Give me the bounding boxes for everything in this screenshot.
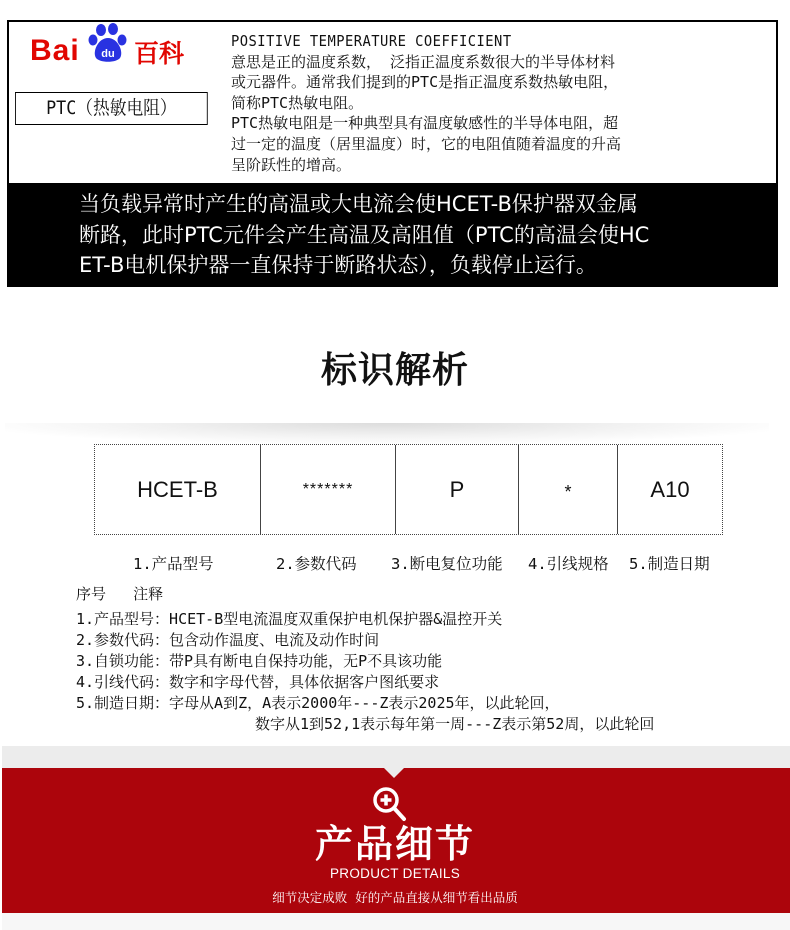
code-cell-reset: P xyxy=(396,445,519,534)
logo-latin-text: Bai xyxy=(30,34,80,67)
note-item: 5.制造日期：字母从A到Z，A表示2000年---Z表示2025年，以此轮回， xyxy=(76,694,560,712)
note-item: 1.产品型号：HCET-B型电流温度双重保护电机保护器&温控开关 xyxy=(76,610,503,628)
definition-text xyxy=(231,31,751,175)
paw-icon xyxy=(88,22,128,64)
note-continuation: 数字从1到52,1表示每年第一周---Z表示第52周，以此轮回 xyxy=(255,715,655,733)
banner-tagline: 细节决定成败 好的产品直接从细节看出品质 xyxy=(272,890,518,905)
definition-line: 或元器件。通常我们提到的PTC是指正温度系数热敏电阻， xyxy=(231,73,619,92)
definition-line: 意思是正的温度系数， 泛指正温度系数很大的半导体材料 xyxy=(231,52,616,71)
code-table xyxy=(94,444,723,535)
banner-notch xyxy=(384,768,404,778)
code-label: 1.产品型号 xyxy=(133,555,214,573)
definition-line: 过一定的温度（居里温度）时，它的电阻值随着温度的升高 xyxy=(231,134,622,153)
notes-list xyxy=(76,584,756,735)
term-label: PTC（热敏电阻） xyxy=(15,92,208,125)
svg-text:du: du xyxy=(101,48,115,60)
banner-title: 产品细节 xyxy=(314,822,475,866)
definition-line: POSITIVE TEMPERATURE COEFFICIENT xyxy=(231,32,512,50)
notes-header: 序号 注释 xyxy=(76,585,164,603)
warning-band xyxy=(7,183,778,287)
code-cell-params: ******* xyxy=(261,445,396,534)
code-label: 2.参数代码 xyxy=(276,555,357,573)
logo-cn-text: 百科 xyxy=(134,39,185,68)
warning-line: ET-B电机保护器一直保持于断路状态），负载停止运行。 xyxy=(79,253,597,277)
zoom-in-icon xyxy=(370,785,410,825)
warning-line: 当负载异常时产生的高温或大电流会使HCET-B保护器双金属 xyxy=(79,192,638,216)
code-label: 5.制造日期 xyxy=(629,555,710,573)
code-cell-model: HCET-B xyxy=(95,445,261,534)
warning-line: 断路，此时PTC元件会产生高温及高阻值（PTC的高温会使HC xyxy=(79,222,650,247)
section-title: 标识解析 xyxy=(320,350,469,391)
banner-subtitle: PRODUCT DETAILS xyxy=(329,866,461,881)
shadow-divider xyxy=(5,423,769,445)
banner-top-band xyxy=(2,746,790,768)
note-item: 2.参数代码：包含动作温度、电流及动作时间 xyxy=(76,631,380,649)
code-label: 4.引线规格 xyxy=(528,555,609,573)
definition-line: PTC热敏电阻是一种典型具有温度敏感性的半导体电阻，超 xyxy=(231,114,619,133)
code-cell-lead: * xyxy=(519,445,618,534)
code-cell-date: A10 xyxy=(650,476,690,502)
definition-line: 简称PTC热敏电阻。 xyxy=(231,93,364,112)
note-item: 3.自锁功能：带P具有断电自保持功能，无P不具该功能 xyxy=(76,652,443,670)
definition-line: 呈阶跃性的增高。 xyxy=(231,155,352,174)
note-item: 4.引线代码：数字和字母代替，具体依据客户图纸要求 xyxy=(76,673,440,691)
code-label: 3.断电复位功能 xyxy=(391,555,503,573)
baidu-baike-logo xyxy=(30,22,200,72)
banner-bottom-band xyxy=(2,913,790,930)
